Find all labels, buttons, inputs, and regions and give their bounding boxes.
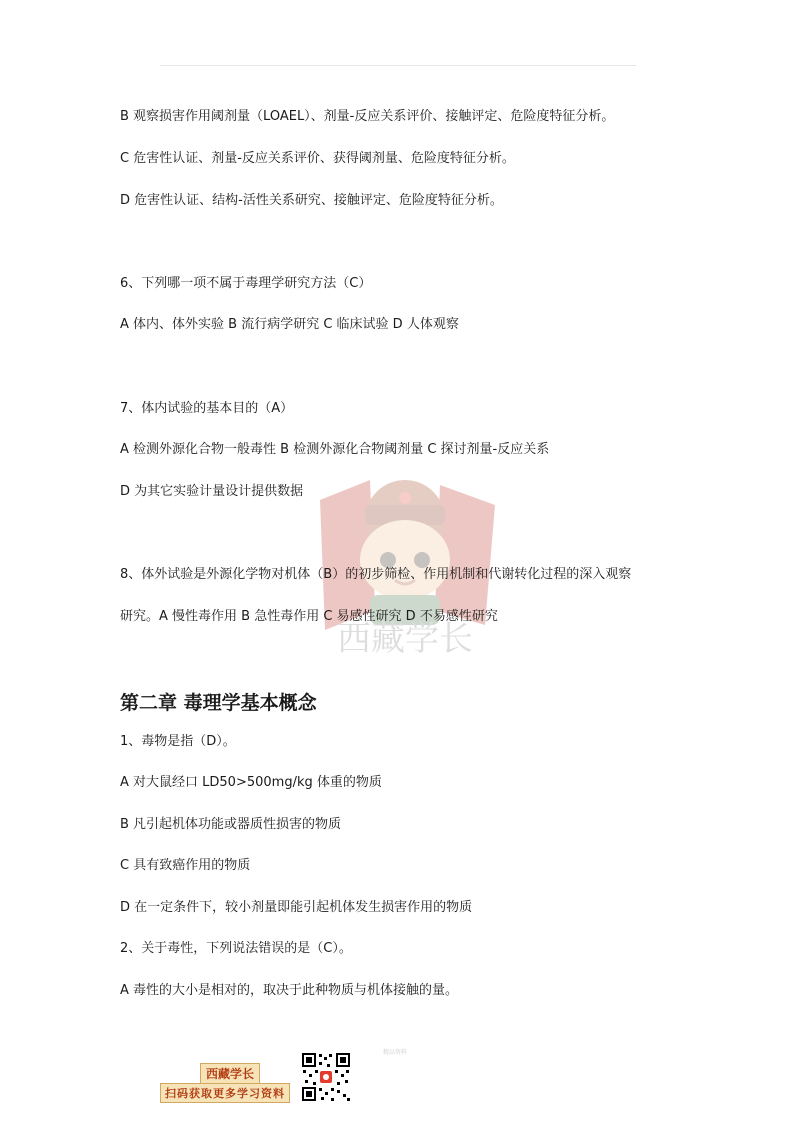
footer-slogan: 扫码获取更多学习资料 <box>160 1083 290 1103</box>
question-7-option-d: D 为其它实验计量设计提供数据 <box>120 484 304 499</box>
question-6: 6、下列哪一项不属于毒理学研究方法（C） <box>120 276 372 291</box>
option-b-line: B 观察损害作用阈剂量（LOAEL）、剂量-反应关系评价、接触评定、危险度特征分析。 <box>120 109 615 124</box>
page-mark: 精品资料 <box>383 1049 408 1056</box>
footer-brand-stamp: 西藏学长 <box>200 1063 260 1084</box>
chapter-question-1-option-c: C 具有致癌作用的物质 <box>120 858 251 873</box>
question-8: 8、体外试验是外源化学物对机体（B）的初步筛检、作用机制和代谢转化过程的深入观察 <box>120 567 632 582</box>
question-7-options: A 检测外源化合物一般毒性 B 检测外源化合物阈剂量 C 探讨剂量-反应关系 <box>120 442 550 457</box>
question-6-options: A 体内、体外实验 B 流行病学研究 C 临床试验 D 人体观察 <box>120 317 459 332</box>
option-c-line: C 危害性认证、剂量-反应关系评价、获得阈剂量、危险度特征分析。 <box>120 151 515 166</box>
chapter-question-2: 2、关于毒性，下列说法错误的是（C）。 <box>120 941 352 956</box>
question-8-continuation: 研究。A 慢性毒作用 B 急性毒作用 C 易感性研究 D 不易感性研究 <box>120 609 498 624</box>
chapter-question-1-option-b: B 凡引起机体功能或器质性损害的物质 <box>120 817 342 832</box>
watermark-text: 西藏学长 <box>337 619 473 659</box>
chapter-question-1-option-d: D 在一定条件下，较小剂量即能引起机体发生损害作用的物质 <box>120 900 473 915</box>
chapter-question-1-option-a: A 对大鼠经口 LD50>500mg/kg 体重的物质 <box>120 775 382 790</box>
question-7: 7、体内试验的基本目的（A） <box>120 401 294 416</box>
header-rule <box>160 65 636 66</box>
chapter-question-1: 1、毒物是指（D）。 <box>120 734 236 749</box>
chapter-title: 第二章 毒理学基本概念 <box>120 692 317 714</box>
qr-code-icon[interactable] <box>301 1052 351 1102</box>
watermark-mascot <box>300 460 510 660</box>
chapter-question-2-option-a: A 毒性的大小是相对的，取决于此种物质与机体接触的量。 <box>120 983 459 998</box>
option-d-line: D 危害性认证、结构-活性关系研究、接触评定、危险度特征分析。 <box>120 193 503 208</box>
